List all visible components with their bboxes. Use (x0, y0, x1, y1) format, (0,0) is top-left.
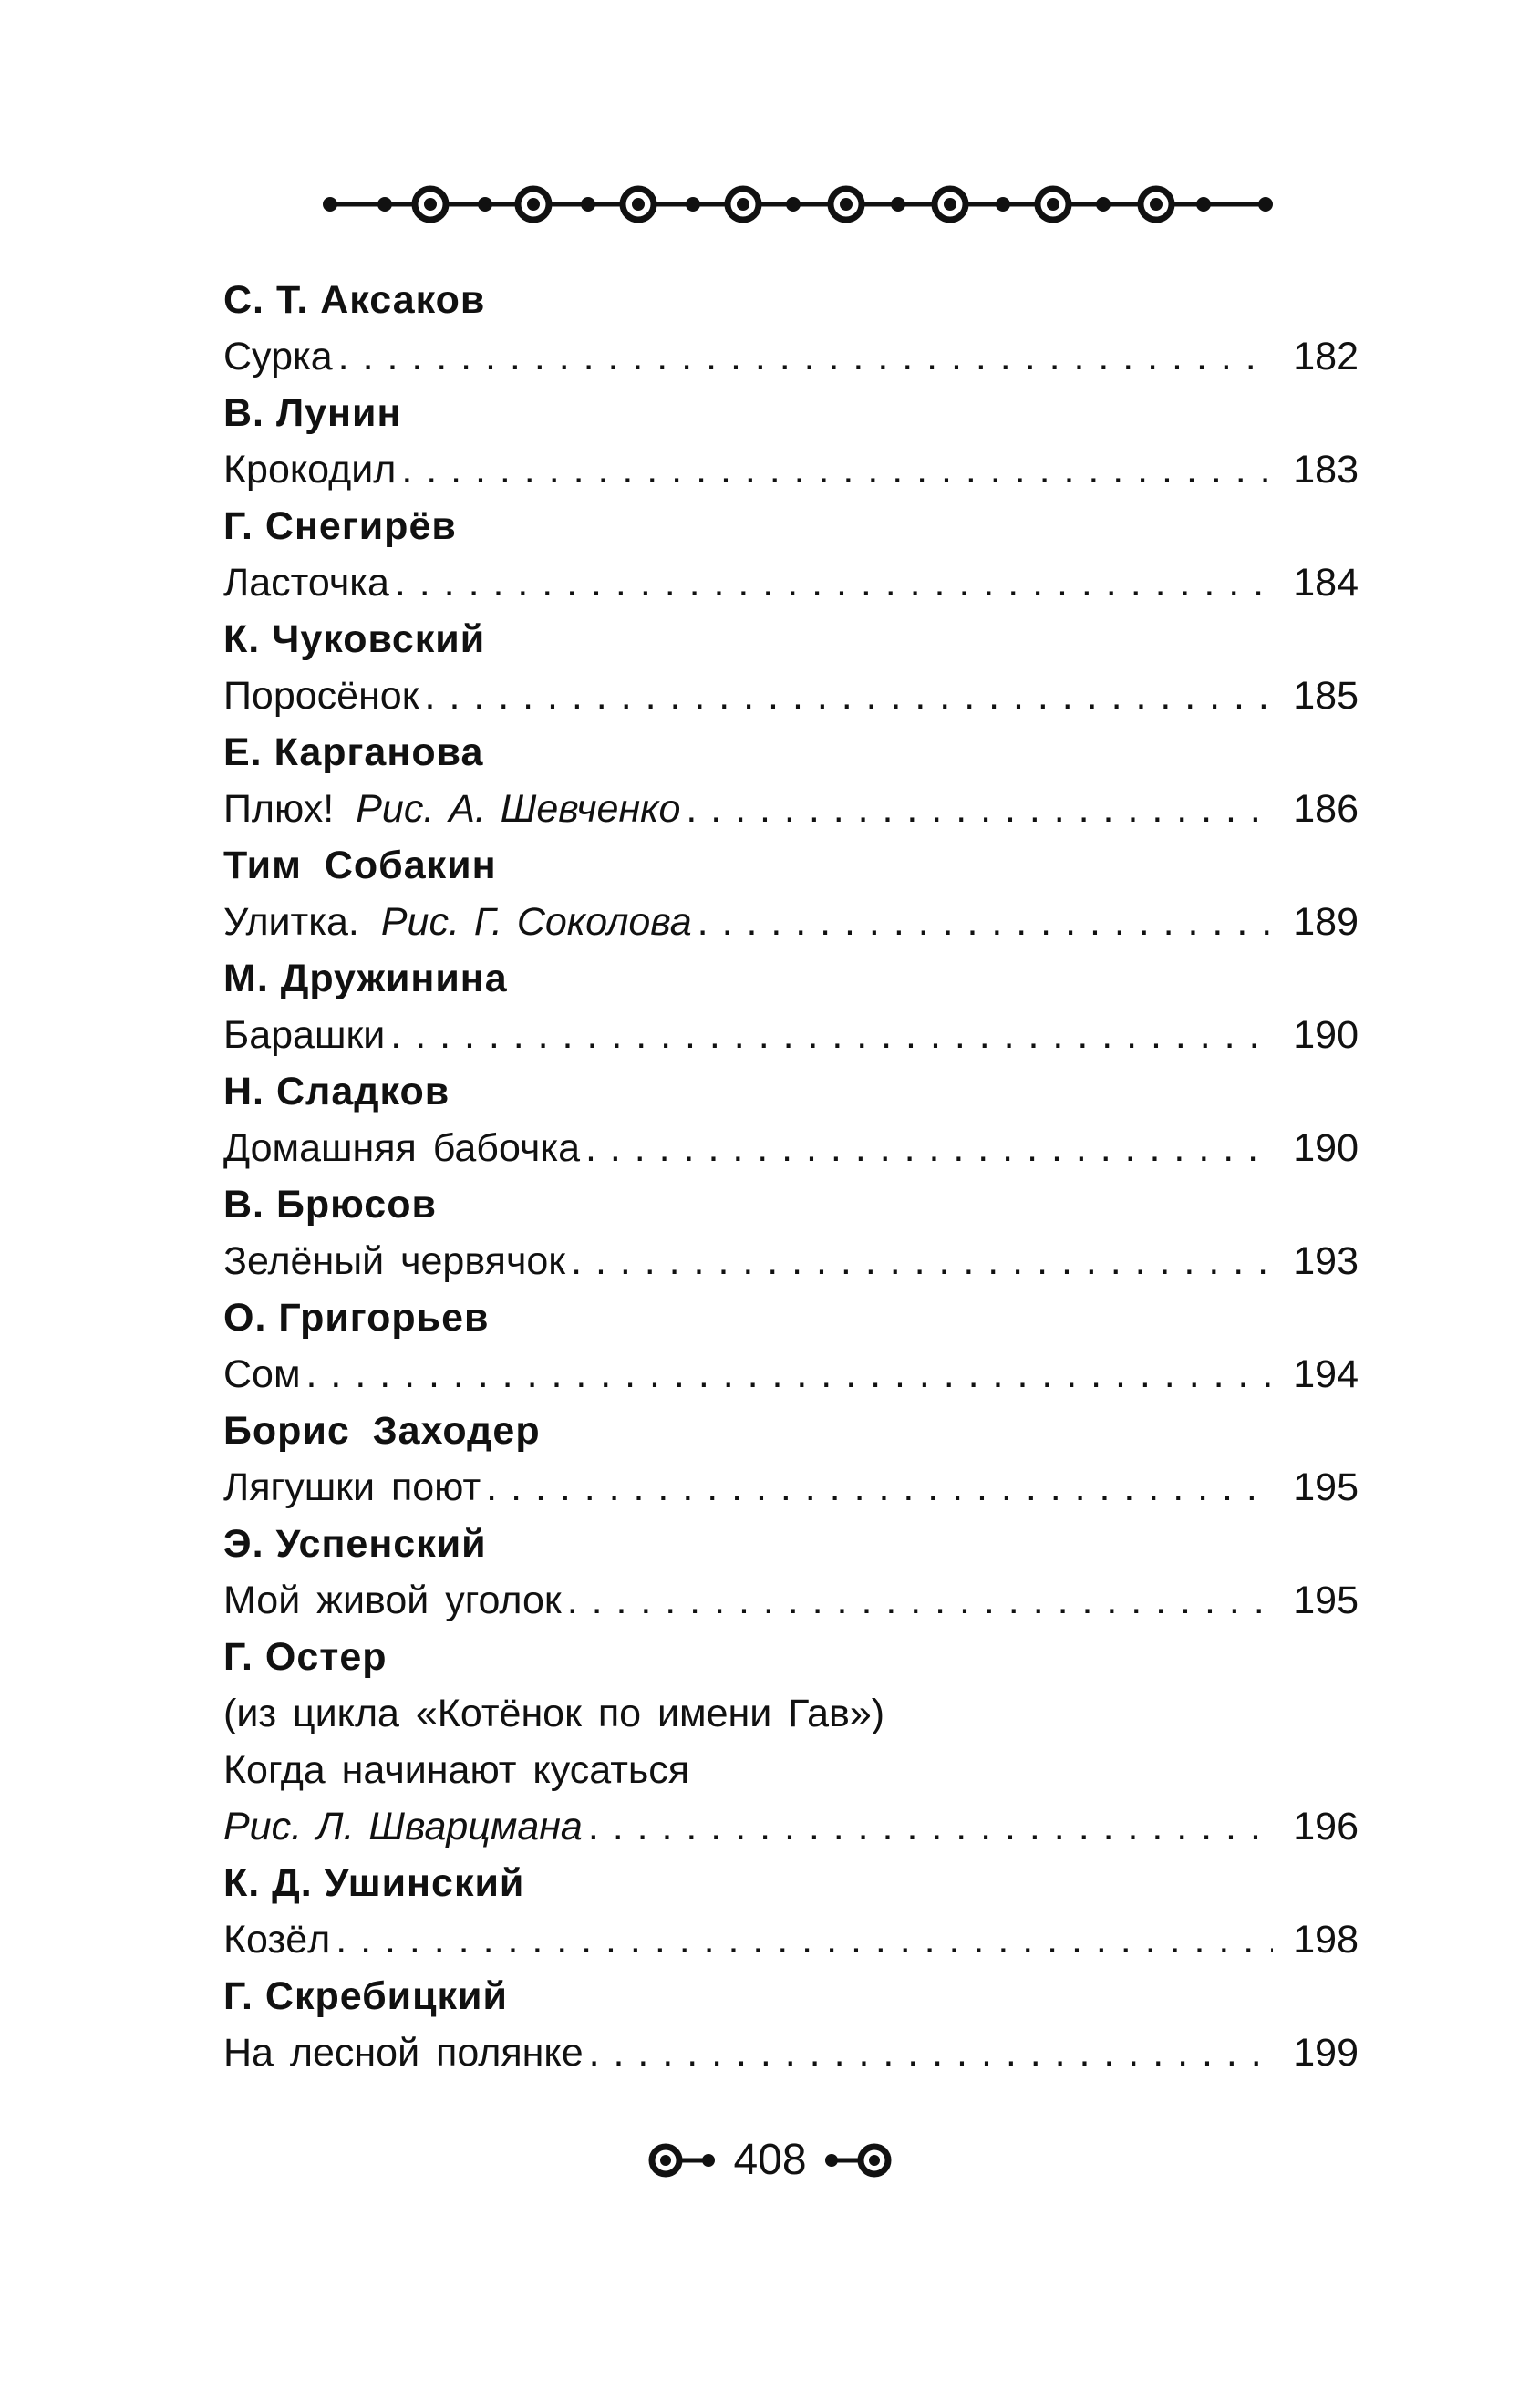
dot-leader (486, 1459, 1273, 1516)
page-number: 195 (1293, 1579, 1359, 1622)
author-name: Г. Снегирёв (223, 504, 457, 548)
entry-title: Козёл (223, 1918, 331, 1962)
entry-title: Плюх! (223, 787, 335, 831)
chain-right-icon (823, 2140, 893, 2180)
toc-entry[interactable] (223, 1572, 1359, 1629)
author-name: М. Дружинина (223, 957, 508, 1000)
folio-page-number: 408 (733, 2136, 807, 2184)
entry-title: Крокодил (223, 448, 397, 492)
chain-left-icon (647, 2140, 717, 2180)
entry-title: Барашки (223, 1013, 386, 1057)
author-name: Э. Успенский (223, 1522, 487, 1566)
toc-entry[interactable] (223, 1798, 1359, 1855)
dot-leader (395, 554, 1273, 611)
illustrator-credit: Рис. А. Шевченко (356, 787, 681, 831)
author-name: Е. Карганова (223, 730, 484, 774)
author-name: О. Григорьев (223, 1296, 490, 1340)
page-number: 193 (1293, 1239, 1359, 1283)
page-number: 186 (1293, 787, 1359, 831)
dot-leader (571, 1233, 1273, 1289)
page-number: 195 (1293, 1465, 1359, 1509)
author-name: К. Д. Ушинский (223, 1861, 525, 1905)
toc-entry[interactable] (223, 441, 1359, 498)
entry-title: Ласточка (223, 561, 389, 605)
page-number: 189 (1293, 900, 1359, 944)
entry-title: Сурка (223, 335, 333, 378)
toc-entry[interactable] (223, 1120, 1359, 1176)
toc-entry[interactable] (223, 1233, 1359, 1289)
entry-title: Лягушки поют (223, 1465, 481, 1509)
dot-leader (306, 1346, 1273, 1403)
dot-leader (390, 1007, 1273, 1063)
author-name: Г. Остер (223, 1635, 388, 1679)
entry-title: Домашняя бабочка (223, 1126, 580, 1170)
author-name: К. Чуковский (223, 617, 486, 661)
author-name: Н. Сладков (223, 1070, 450, 1113)
page-number: 190 (1293, 1126, 1359, 1170)
page-number: 182 (1293, 335, 1359, 378)
toc-entry[interactable] (223, 781, 1359, 837)
author-name: Г. Скребицкий (223, 1974, 508, 2018)
dot-leader (588, 1798, 1273, 1855)
author-name: В. Брюсов (223, 1183, 437, 1227)
page-number: 185 (1293, 674, 1359, 718)
entry-title: Зелёный червячок (223, 1239, 566, 1283)
author-name: В. Лунин (223, 391, 402, 435)
toc-entry[interactable] (223, 668, 1359, 724)
entry-title: Улитка. (223, 900, 359, 944)
dot-leader (567, 1572, 1273, 1629)
illustrator-credit: Рис. Л. Шварцмана (223, 1805, 583, 1848)
dot-leader (589, 2024, 1273, 2081)
dot-leader (425, 668, 1273, 724)
dot-leader (401, 441, 1273, 498)
author-name: Тим Собакин (223, 844, 497, 887)
toc-entry[interactable] (223, 1007, 1359, 1063)
entry-title: Сом (223, 1352, 301, 1396)
page-number: 199 (1293, 2031, 1359, 2075)
page-footer (0, 2130, 1540, 2190)
dot-leader (336, 1911, 1273, 1968)
page-number: 183 (1293, 448, 1359, 492)
chain-ornament-icon (319, 179, 1276, 230)
toc-entry[interactable] (223, 1911, 1359, 1968)
dot-leader (585, 1120, 1273, 1176)
entry-title: На лесной полянке (223, 2031, 584, 2075)
toc-entry[interactable] (223, 554, 1359, 611)
dot-leader (338, 328, 1273, 385)
page-number: 184 (1293, 561, 1359, 605)
dot-leader (686, 781, 1273, 837)
toc-entry[interactable] (223, 1346, 1359, 1403)
page-number: 196 (1293, 1805, 1359, 1848)
toc-entry[interactable] (223, 328, 1359, 385)
entry-title: Поросёнок (223, 674, 419, 718)
author-name: С. Т. Аксаков (223, 278, 486, 322)
entry-subtitle: (из цикла «Котёнок по имени Гав») (223, 1692, 885, 1735)
table-of-contents (223, 272, 1359, 2081)
page-number: 194 (1293, 1352, 1359, 1396)
toc-entry[interactable] (223, 2024, 1359, 2081)
toc-entry[interactable] (223, 1459, 1359, 1516)
page-number: 198 (1293, 1918, 1359, 1962)
entry-title[interactable]: Когда начинают кусаться (223, 1748, 690, 1792)
illustrator-credit: Рис. Г. Соколова (380, 900, 692, 944)
toc-entry[interactable] (223, 894, 1359, 950)
entry-title: Мой живой уголок (223, 1579, 562, 1622)
author-name: Борис Заходер (223, 1409, 541, 1453)
dot-leader (698, 894, 1273, 950)
page-number: 190 (1293, 1013, 1359, 1057)
